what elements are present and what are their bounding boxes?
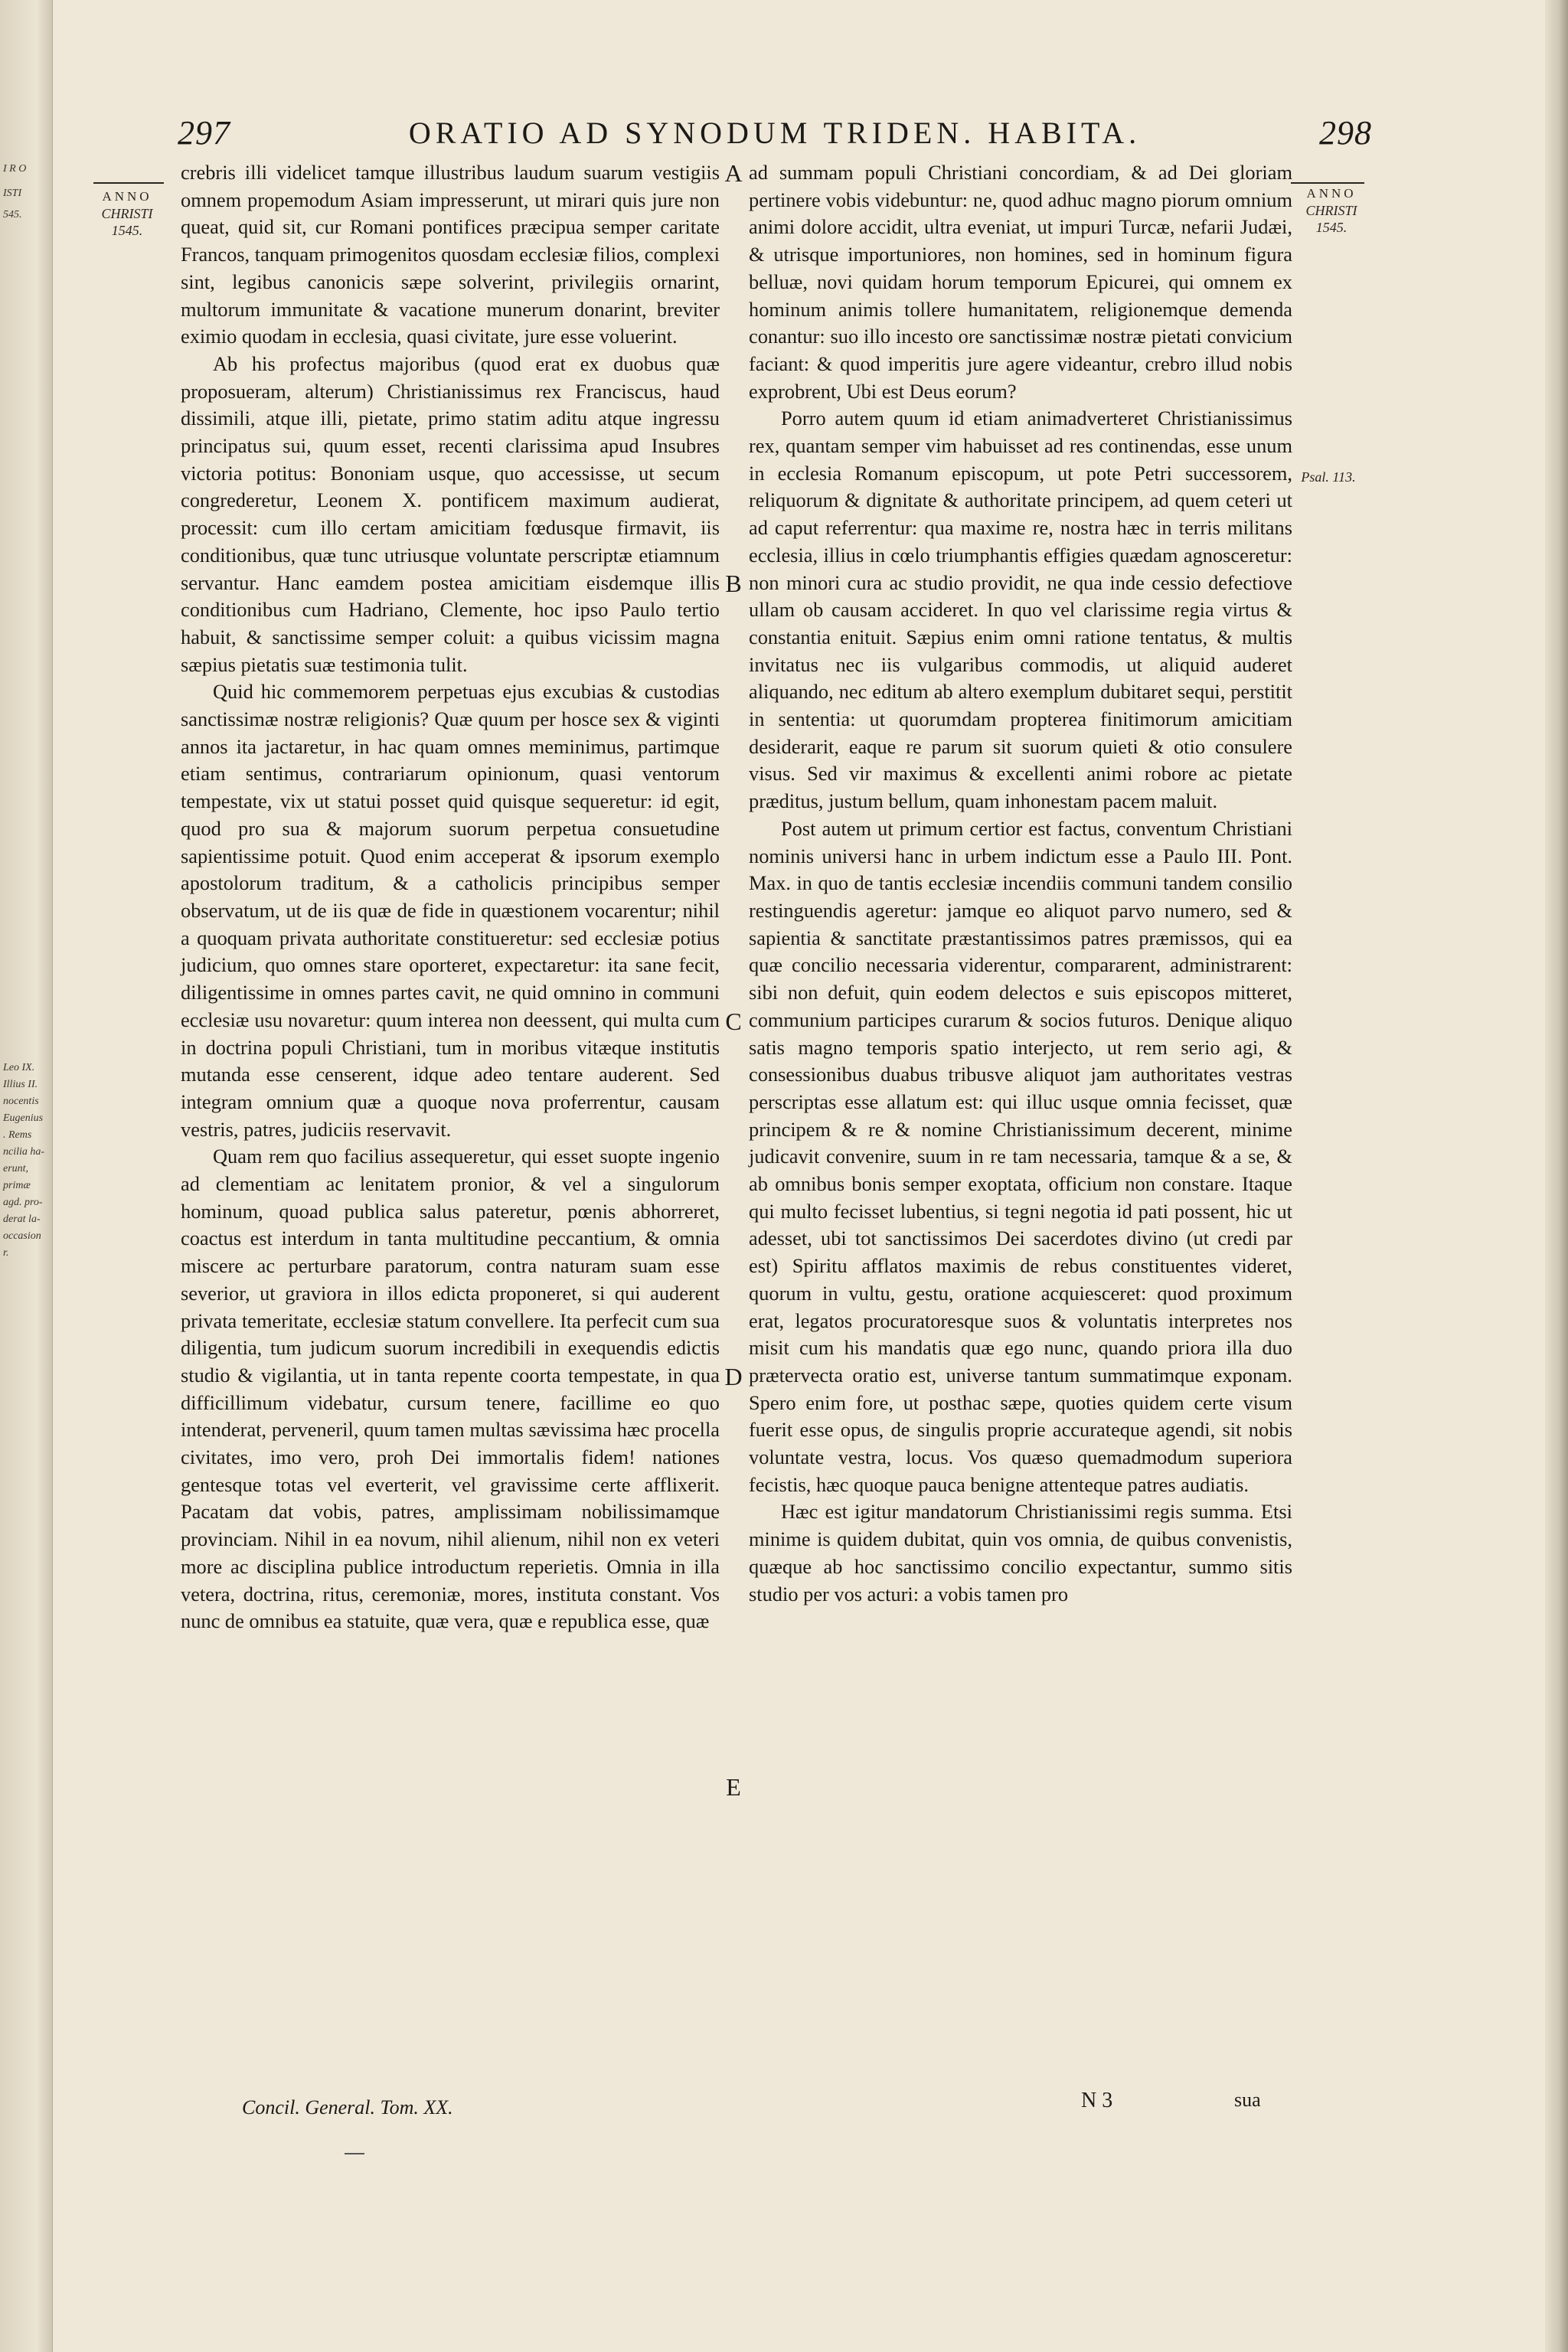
signature-line: Concil. General. Tom. XX. (242, 2096, 453, 2118)
strip-line: ISTI (3, 188, 22, 199)
strip-line: Eugenius (3, 1112, 44, 1124)
signature-mark: N 3 (1081, 2089, 1113, 2112)
paragraph: Hæc est igitur mandatorum Christianissimi regis summa. Etsi minime is quidem dubitat, quin vos omnia, de quibus convenistis, quæque ab hoc sanctissimo concilio expectantur, summo sitis studio per vos acturi: a vobis tamen pro (749, 1500, 1292, 1606)
text-column-right (749, 159, 1292, 1608)
strip-line: primæ (3, 1180, 31, 1191)
margin-note-line: ANNO (1306, 186, 1357, 201)
strip-line: r. (3, 1247, 9, 1259)
strip-line: erunt, (3, 1163, 29, 1174)
paragraph: crebris illi videlicet tamque illustribus laudum suarum vestigiis omnem propemodum Asiam impresserunt, ut mirari quis jure non queat, quid sit, cur Romani pontifices præcipua semper caritate Francos, tanquam primogenitos quosdam ecclesiæ filios, complexi sint, legibus canonicis sæpe solverint, privilegiis ornarint, multorum immunitate & vacatione munerum donarint, breviter eximio quodam in ecclesia, quasi civitate, jure esse voluerint. (181, 161, 720, 348)
running-head: ORATIO AD SYNODUM TRIDEN. HABITA. (408, 116, 1142, 150)
strip-line: derat la- (3, 1214, 41, 1225)
strip-line: agd. pro- (3, 1197, 43, 1208)
margin-note-year-right (1286, 185, 1377, 236)
section-letter-d: D (724, 1363, 743, 1390)
margin-rule (93, 182, 164, 184)
strip-line: Illius II. (3, 1079, 38, 1090)
paragraph: Porro autem quum id etiam animadverteret Christianissimus rex, quantam semper vim habuisset ad res continendas, esse unum in ecclesia Romanum episcopum, ut pote Petri successorem, reliquorum & dignitate & authoritate principem, ad quem ceteri ut ad caput referrentur: qua maxime re, nostra hæc in terris militans ecclesia, illius in cœlo triumphantis effigies quædam agnosceretur: non minori cura ac studio providit, ne qua inde cessio defectiove ullam ob causam accideret. In quo vel clarissime regia virtus & constantia enituit. Sæpius enim omni ratione tentatus, & multis invitatus nec iis vulgaribus commodis, ut aliquid auderet aliquando, nec editum ab altero exemplum dubitaret sequi, perstitit in sententia: ut quorumdam propterea finitimorum amicitiam desiderarit, eaque re parum sit suorum quieti & otio consulere visus. Sed vir maximus & excellenti animi robore ac pietate præditus, justum bellum, quam inhonestam pacem maluit. (749, 407, 1292, 813)
strip-line: . Rems (3, 1129, 32, 1141)
strip-line: Leo IX. (3, 1062, 35, 1073)
section-letter-c: C (725, 1008, 742, 1035)
page-gutter-edge (1545, 0, 1568, 2352)
strip-line: nocentis (3, 1096, 39, 1107)
section-letter-b: B (725, 570, 742, 597)
paragraph: Quam rem quo facilius assequeretur, qui esset suopte ingenio ad clementiam ac lenitatem pronior, & vel a singulorum hominum, quoad publica salus pateretur, pœnis abhorreret, coactus est interdum in tanta multitudine peccantium, & omnia miscere ac perturbare paratorum, contra naturam suam esse severior, ut graviora in illos edicta proponeret, si qui auderent privata temeritate, ecclesiæ statum convellere. Ita perfecit cum sua diligentia, tum judicum suorum incredibili in exequendis edictis studio & vigilantia, ut in tanta repente coorta tempestate, in qua difficillimum videbatur, cursum tenere, facillime eo quo intenderat, perveneril, quum tamen multas sævissima hæc procella civitates, imo vero, proh Dei immortalis fidem! nationes gentesque totas vel everterit, vel gravissime certe afflixerit. Pacatam dat vobis, patres, amplissimam nobilissimamque provinciam. Nihil in ea novum, nihil alienum, nihil non ex veteri more ac disciplina publice introductum reperietis. Omnia in illa vetera, doctrina, ritus, ceremoniæ, mores, instituta constant. Vos nunc de omnibus ea statuite, quæ vera, quæ e republica esse, quæ (181, 1145, 720, 1633)
margin-note-line: 1545. (111, 223, 143, 238)
margin-note-line: CHRISTI (101, 206, 153, 221)
paragraph: Ab his profectus majoribus (quod erat ex duobus quæ proposueram, alterum) Christianissimus rex Franciscus, haud dissimili, atque illi, pietate, primo statim aditu atque ingressu principatus sui, quum esset, recenti clarissima apud Insubres victoria potitus: Bononiam usque, quo accessisse, ut secum congrederetur, Leonem X. pontificem maximum audierat, processit: cum illo certam amicitiam fœdusque firmavit, iis conditionibus, quæ tunc utriusque voluntate perscriptæ etiamnum servantur. Hanc eamdem postea amicitiam eisdemque illis conditionibus cum Hadriano, Clemente, hoc ipso Paulo tertio habuit, & sanctissime semper coluit: a quibus vicissim magna sæpius pietatis suæ testimonia tulit. (181, 351, 720, 676)
margin-note-line: 1545. (1315, 220, 1348, 235)
margin-note-line: ANNO (102, 189, 152, 204)
margin-rule (1291, 182, 1364, 184)
strip-line: 545. (3, 209, 22, 220)
paragraph: ad summam populi Christiani concordiam, & ad Dei gloriam pertinere vobis videbuntur: ne, quod adhuc magno piorum omnium animi dolore accidit, ultra eveniat, ut impuri Turcæ, nefarii Judæi, & utrisque importuniores, non homines, sed in hominum figura belluæ, novi quidam horum temporum Epicurei, qui omnem ex hominum animis tollere humanitatem, religionemque demenda conantur: suo illo incesto ore sanctissimæ nostræ pietati convicium faciant: & quod imperitis jure agere videantur, crebro illud nobis exprobrent, Ubi est Deus eorum? (749, 161, 1292, 403)
paragraph: Post autem ut primum certior est factus, conventum Christiani nominis universi hanc in urbem indictum esse a Paulo III. Pont. Max. in quo de tantis ecclesiæ incendiis communi tandem consilio restinguendis ageretur: jamque eo aliquot parvo numero, sed & sapientia & sanctitate præstantissimos patres præmissos, qui ea quæ concilio necessaria viderentur, compararent, administrarent: sibi non defuit, quin eodem delectos e suis episcopos mitteret, communium participes curarum & socios futuros. Denique aliquo satis magno temporis spatio interjecto, ut rem serio agi, & consessionibus duabus tribusve aliquot jam authoritates vestras perscriptas esse allatum est: qui illuc usque omnia fecisset, quæ principem & re & nomine Christianissimum decerent, minime judicavit convenire, suum in re tam necessaria, tamque & a se, & ab omnibus bonis semper exoptata, officium non constare. Itaque qui multo fecisset lubentius, si tegni negotia id pati possent, hic ut adesset, ubi tot sanctissimos Dei sacerdotes divino (ut credi par est) Spiritu afflatos maximis de rebus constituentes videret, quorum in vultu, gestu, oratione acquiesceret: quod proximum erat, legatos procuratoresque suos & voluntatis interpretes nos misit cum his mandatis quæ ego nunc, quando priora illa duo prætervecta oratio est, universe tantum summatimque exponam. Spero enim fore, ut posthac sæpe, quoties quidem certe visum fuerit esse opus, de singulis proprie accurateque agendi, sit nobis voluntate vestra, locus. Vos quæso quemadmodum superiora fecistis, hæc quoque pauca benigne attenteque patres audiatis. (749, 816, 1292, 1496)
previous-page-edge (0, 0, 53, 2352)
margin-note-year-left (84, 188, 170, 239)
paragraph: Quid hic commemorem perpetuas ejus excubias & custodias sanctissimæ nostræ religionis? Quæ quum per hosce sex & viginti annos ita jactaretur, in hac quam omnes meminimus, partimque etiam sentimus, contrariarum opinionum, quasi ventorum tempestate, vix ut statui posset quid quisque sequeretur: id egit, quod pro sua & majorum suorum perpetua consuetudine sapientissime potuit. Quod enim acceperat & ipsorum exemplo apostolorum traditum, & a catholicis principibus semper observatum, ut de iis quæ de fide in quæstionem vocarentur; nihil a quoquam privata authoritate constitueretur: sed ecclesiæ potius judicium, quo omnes stare oporteret, expectaretur: ita sane fecit, diligentissime in omnes partes cavit, ne quid omnino in communi ecclesiæ usu novaretur: quum interea non deessent, qui multa cum in doctrina populi Christiani, tum in moribus vitæque institutis mutanda esse censerent, idque adeo tentare auderent. Sed integram omnium quæ a quoque nova proferrentur, causam vestris, patres, judiciis reservavit. (181, 680, 720, 1141)
footer-dash (345, 2153, 364, 2154)
margin-note-line: CHRISTI (1305, 203, 1357, 218)
strip-line: ncilia ha- (3, 1146, 45, 1158)
catchword: sua (1234, 2089, 1261, 2111)
strip-line: I R O (3, 163, 27, 175)
page-header (178, 113, 1372, 153)
page-number-left: 297 (178, 114, 230, 152)
section-letter-a: A (724, 159, 743, 187)
text-column-left (181, 159, 720, 1635)
margin-reference: Psal. 113. (1301, 469, 1356, 485)
page-number-right: 298 (1319, 114, 1372, 152)
section-letter-e: E (726, 1773, 741, 1801)
strip-line: occasion (3, 1230, 41, 1242)
